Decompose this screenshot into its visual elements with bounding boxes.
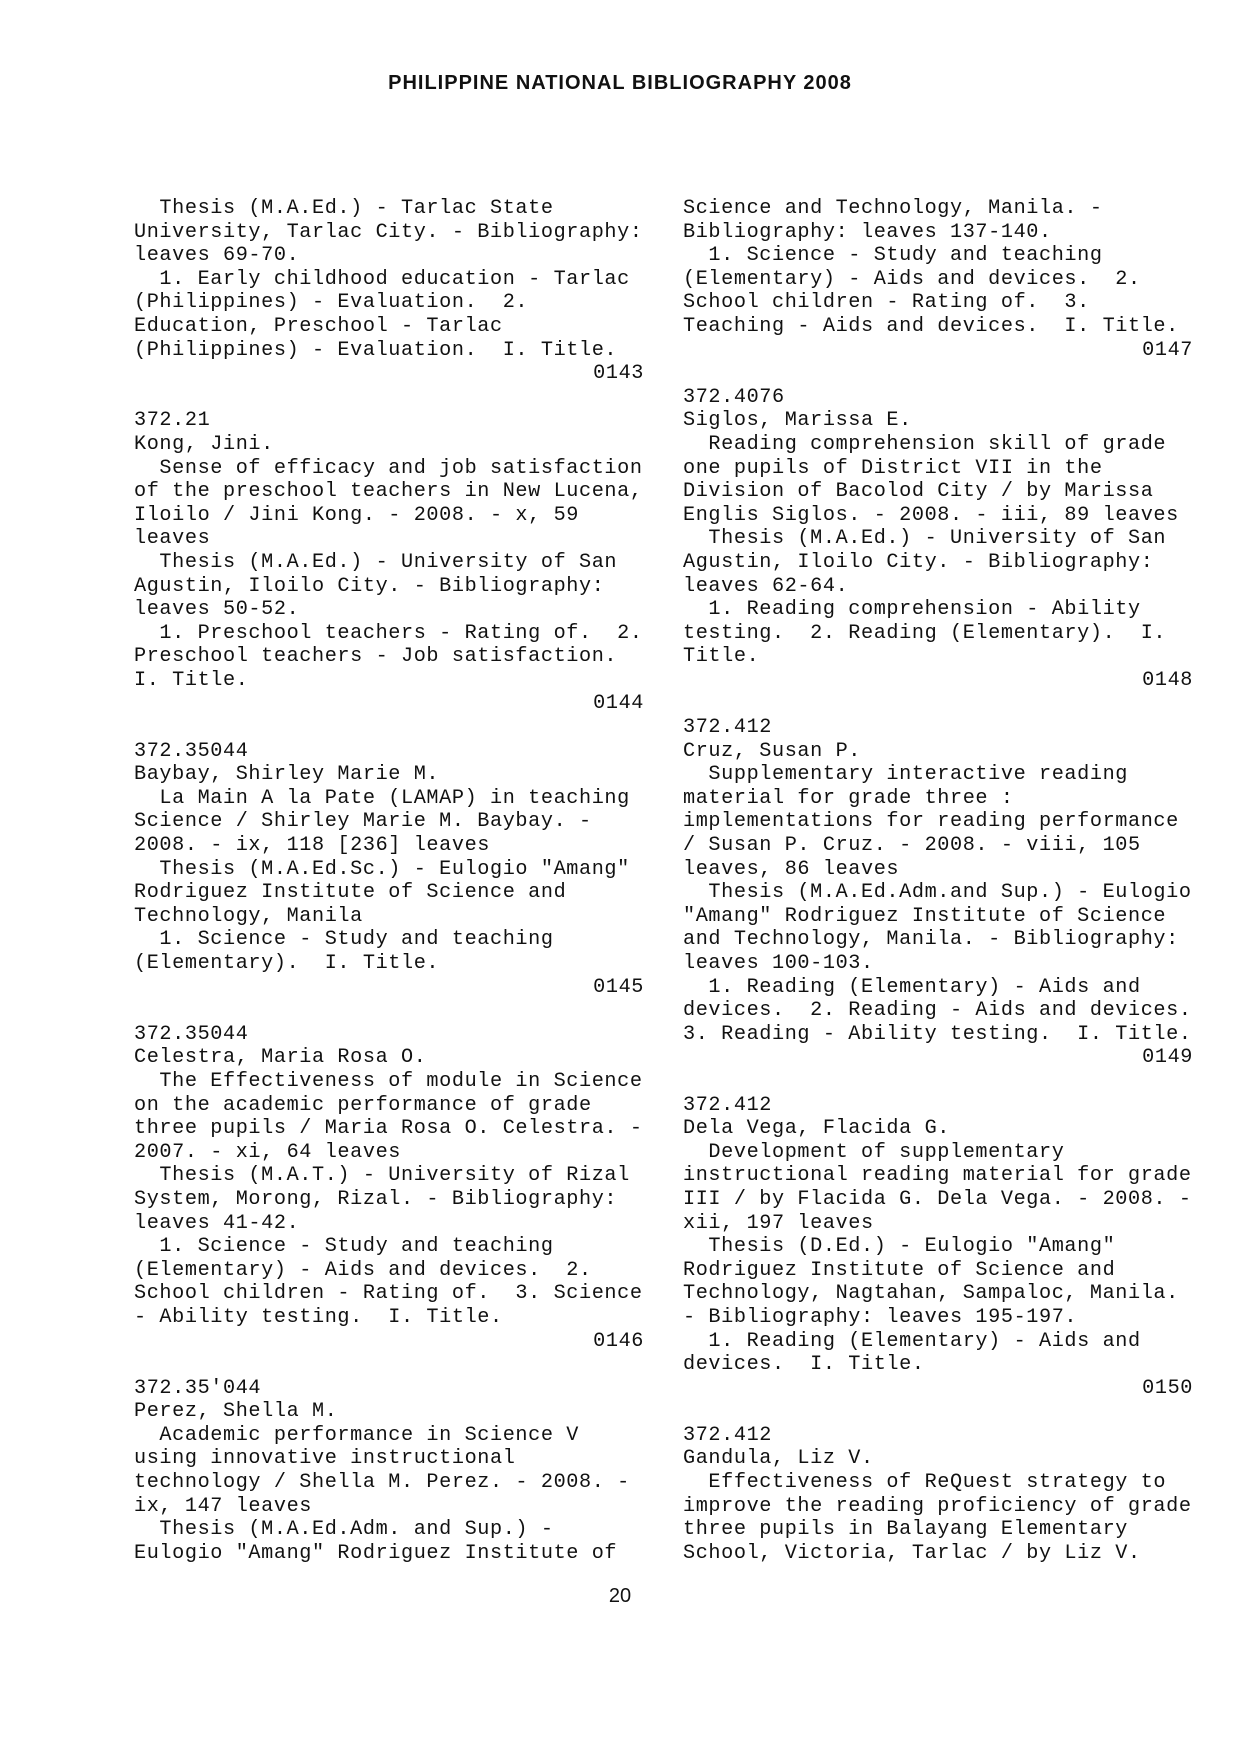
text-line: (Philippines) - Evaluation. 2.: [134, 291, 529, 315]
text-line: Technology, Manila: [134, 904, 363, 928]
text-line: Baybay, Shirley Marie M.: [134, 763, 440, 787]
text-line: - Ability testing. I. Title.: [134, 1305, 503, 1329]
text-line: material for grade three :: [683, 786, 1014, 810]
page-header: PHILIPPINE NATIONAL BIBLIOGRAPHY 2008: [388, 72, 852, 94]
text-line: Thesis (M.A.T.) - University of Rizal: [134, 1164, 630, 1188]
text-line: Siglos, Marissa E.: [683, 409, 912, 433]
text-line: Perez, Shella M.: [134, 1400, 338, 1424]
text-line: Thesis (M.A.Ed.Sc.) - Eulogio "Amang": [134, 857, 630, 881]
text-line: (Elementary) - Aids and devices. 2.: [134, 1258, 592, 1282]
text-line: devices. 2. Reading - Aids and devices.: [683, 999, 1192, 1023]
text-line: testing. 2. Reading (Elementary). I.: [683, 621, 1167, 645]
text-line: Thesis (M.A.Ed.) - University of San: [683, 527, 1167, 551]
text-line: 3. Reading - Ability testing. I. Title.: [683, 1022, 1192, 1046]
text-line: 372.35'044: [134, 1376, 262, 1400]
text-line: leaves: [134, 527, 211, 551]
text-line: System, Morong, Rizal. - Bibliography:: [134, 1187, 618, 1211]
text-line: Development of supplementary: [683, 1140, 1065, 1164]
text-line: Effectiveness of ReQuest strategy to: [683, 1471, 1167, 1495]
entry-number: 0146: [593, 1329, 644, 1353]
blank-line: [683, 1400, 1193, 1424]
blank-line: [134, 386, 644, 410]
text-line: implementations for reading performance: [683, 810, 1179, 834]
right-column: [683, 197, 1193, 1565]
text-line: 372.412: [683, 1093, 773, 1117]
text-line: one pupils of District VII in the: [683, 456, 1103, 480]
blank-line: [683, 692, 1193, 716]
left-column: [134, 197, 644, 1565]
text-line: 1. Science - Study and teaching: [683, 244, 1103, 268]
text-line: (Elementary) - Aids and devices. 2.: [683, 267, 1141, 291]
text-line: La Main A la Pate (LAMAP) in teaching: [134, 786, 630, 810]
text-line: The Effectiveness of module in Science: [134, 1069, 643, 1093]
entry-number: 0143: [593, 362, 644, 386]
text-line: Supplementary interactive reading: [683, 763, 1129, 787]
text-line: Thesis (M.A.Ed.) - University of San: [134, 550, 618, 574]
text-line: Sense of efficacy and job satisfaction: [134, 456, 643, 480]
text-line: 372.35044: [134, 739, 249, 763]
text-line: xii, 197 leaves: [683, 1211, 874, 1235]
text-line: three pupils / Maria Rosa O. Celestra. -: [134, 1117, 643, 1141]
text-line: Bibliography: leaves 137-140.: [683, 220, 1052, 244]
text-line: Gandula, Liz V.: [683, 1447, 874, 1471]
entry-number: 0150: [1142, 1376, 1193, 1400]
text-line: 1. Reading comprehension - Ability: [683, 598, 1141, 622]
text-line: three pupils in Balayang Elementary: [683, 1518, 1129, 1542]
text-line: University, Tarlac City. - Bibliography:: [134, 220, 643, 244]
text-line: Preschool teachers - Job satisfaction.: [134, 645, 618, 669]
text-line: Reading comprehension skill of grade: [683, 432, 1167, 456]
text-line: 2007. - xi, 64 leaves: [134, 1140, 402, 1164]
text-line: / Susan P. Cruz. - 2008. - viii, 105: [683, 834, 1141, 858]
text-line: Technology, Nagtahan, Sampaloc, Manila.: [683, 1282, 1179, 1306]
text-line: Celestra, Maria Rosa O.: [134, 1046, 427, 1070]
blank-line: [683, 1070, 1193, 1094]
blank-line: [134, 716, 644, 740]
text-line: Thesis (D.Ed.) - Eulogio "Amang": [683, 1235, 1116, 1259]
text-line: improve the reading proficiency of grade: [683, 1494, 1192, 1518]
text-line: leaves 62-64.: [683, 574, 849, 598]
blank-line: [134, 999, 644, 1023]
text-line: devices. I. Title.: [683, 1353, 925, 1377]
text-line: Dela Vega, Flacida G.: [683, 1117, 951, 1141]
text-line: 1. Reading (Elementary) - Aids and: [683, 1329, 1141, 1353]
entry-number: 0149: [1142, 1046, 1193, 1070]
text-line: Thesis (M.A.Ed.Adm. and Sup.) -: [134, 1518, 554, 1542]
text-line: (Elementary). I. Title.: [134, 952, 440, 975]
entry-number: 0148: [1142, 668, 1193, 692]
text-line: 1. Early childhood education - Tarlac: [134, 267, 630, 291]
text-line: Science and Technology, Manila. -: [683, 197, 1103, 220]
text-line: 372.412: [683, 716, 773, 740]
text-line: School children - Rating of. 3.: [683, 291, 1090, 315]
text-line: - Bibliography: leaves 195-197.: [683, 1305, 1078, 1329]
entry-number: 0144: [593, 692, 644, 716]
text-line: leaves 100-103.: [683, 952, 874, 975]
text-line: School children - Rating of. 3. Science: [134, 1282, 643, 1306]
text-line: Agustin, Iloilo City. - Bibliography:: [134, 574, 605, 598]
text-line: using innovative instructional: [134, 1447, 516, 1471]
text-line: 1. Preschool teachers - Rating of. 2.: [134, 621, 643, 645]
text-line: leaves 69-70.: [134, 244, 300, 268]
text-line: Title.: [683, 645, 760, 669]
text-line: 372.35044: [134, 1022, 249, 1046]
text-line: Science / Shirley Marie M. Baybay. -: [134, 810, 592, 834]
text-line: I. Title.: [134, 668, 249, 692]
text-line: 1. Reading (Elementary) - Aids and: [683, 975, 1141, 999]
text-line: Rodriguez Institute of Science and: [683, 1258, 1116, 1282]
text-line: Eulogio "Amang" Rodriguez Institute of: [134, 1541, 618, 1565]
blank-line: [134, 1353, 644, 1377]
text-line: instructional reading material for grade: [683, 1164, 1192, 1188]
entry-number: 0145: [593, 975, 644, 999]
text-line: Kong, Jini.: [134, 432, 274, 456]
text-line: 1. Science - Study and teaching: [134, 1235, 554, 1259]
text-line: Englis Siglos. - 2008. - iii, 89 leaves: [683, 503, 1179, 527]
text-line: "Amang" Rodriguez Institute of Science: [683, 904, 1167, 928]
text-line: leaves 41-42.: [134, 1211, 300, 1235]
text-line: Academic performance in Science V: [134, 1423, 580, 1447]
text-line: 372.21: [134, 409, 211, 433]
page-number: 20: [608, 1585, 632, 1607]
text-line: Agustin, Iloilo City. - Bibliography:: [683, 550, 1154, 574]
text-line: Education, Preschool - Tarlac: [134, 314, 503, 338]
text-line: technology / Shella M. Perez. - 2008. -: [134, 1471, 630, 1495]
text-line: Thesis (M.A.Ed.) - Tarlac State: [134, 197, 554, 220]
entry-number: 0147: [1142, 338, 1193, 362]
text-line: III / by Flacida G. Dela Vega. - 2008. -: [683, 1187, 1192, 1211]
text-line: of the preschool teachers in New Lucena,: [134, 480, 643, 504]
blank-line: [683, 362, 1193, 386]
text-line: Teaching - Aids and devices. I. Title.: [683, 314, 1179, 338]
text-line: and Technology, Manila. - Bibliography:: [683, 928, 1179, 952]
text-line: Rodriguez Institute of Science and: [134, 881, 567, 905]
text-line: Division of Bacolod City / by Marissa: [683, 480, 1154, 504]
text-line: on the academic performance of grade: [134, 1093, 592, 1117]
text-line: (Philippines) - Evaluation. I. Title.: [134, 338, 618, 362]
text-line: leaves 50-52.: [134, 598, 300, 622]
text-line: Iloilo / Jini Kong. - 2008. - x, 59: [134, 503, 580, 527]
text-line: Cruz, Susan P.: [683, 739, 862, 763]
text-line: leaves, 86 leaves: [683, 857, 900, 881]
text-line: 1. Science - Study and teaching: [134, 928, 554, 952]
text-line: ix, 147 leaves: [134, 1494, 313, 1518]
text-line: School, Victoria, Tarlac / by Liz V.: [683, 1541, 1141, 1565]
text-line: 2008. - ix, 118 [236] leaves: [134, 834, 491, 858]
text-line: 372.412: [683, 1423, 773, 1447]
text-line: Thesis (M.A.Ed.Adm.and Sup.) - Eulogio: [683, 881, 1192, 905]
text-line: 372.4076: [683, 385, 785, 409]
